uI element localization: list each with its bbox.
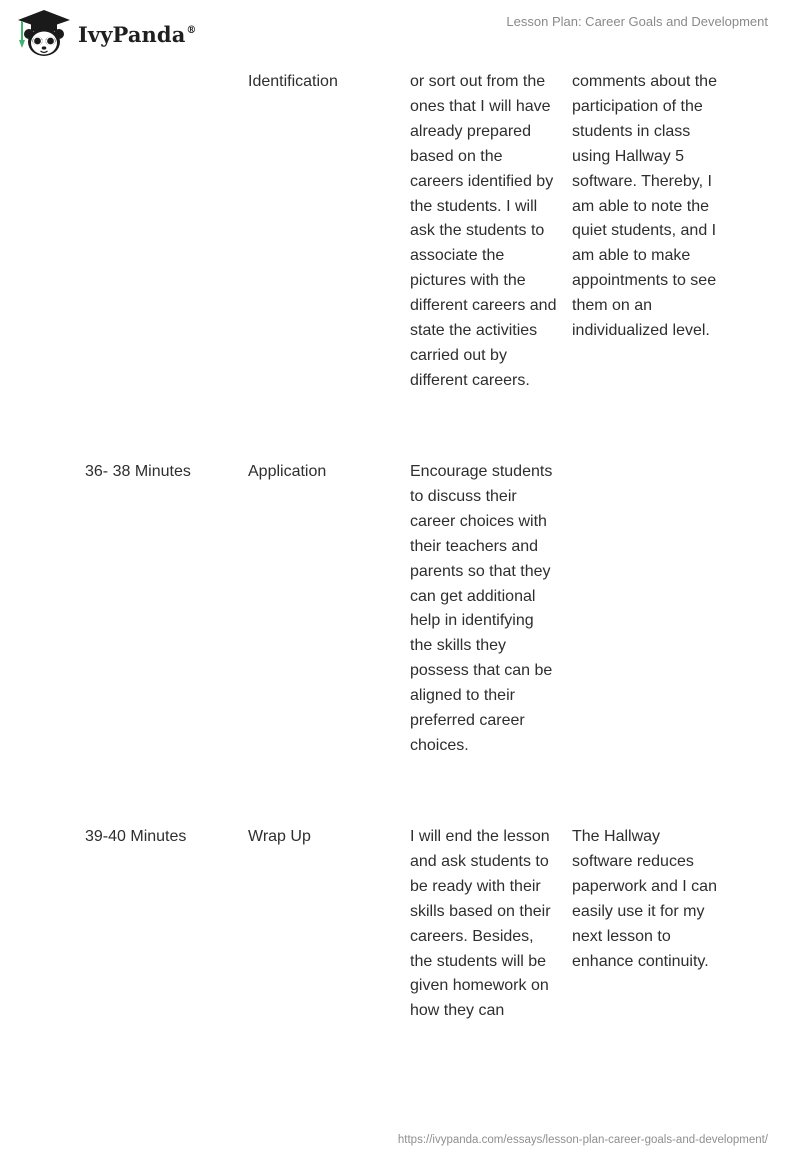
activity-cell: or sort out from the ones that I will have already prepared based on the careers identified by the students. I will ask the students to associate the pictures with the different careers and state the activities carried out by different careers. (410, 73, 557, 389)
time-cell: 39-40 Minutes (85, 828, 187, 845)
assessment-cell: comments about the participation of the students in class using Hallway 5 software. Thereby, I am able to note the quiet students, and I am able to make appointments to see them on an individualized level. (572, 73, 717, 340)
logo-text: IvyPanda® (78, 21, 197, 47)
table-row (0, 825, 800, 1085)
lesson-plan-table (0, 70, 800, 1085)
assessment-cell: The Hallway software reduces paperwork and I can easily use it for my next lesson to enhance continuity. (572, 828, 717, 970)
document-title: Lesson Plan: Career Goals and Development (506, 14, 768, 29)
registered-mark: ® (186, 24, 197, 36)
activity-cell: Encourage students to discuss their career choices with their teachers and parents so that they can get additional help in identifying the skills they possess that can be aligned to their preferred career choices. (410, 463, 553, 754)
activity-cell: I will end the lesson and ask students to be ready with their skills based on their careers. Besides, the students will be given homework on how they can (410, 828, 551, 1020)
time-cell: 36- 38 Minutes (85, 463, 191, 480)
panda-graduate-icon (14, 8, 74, 58)
table-row (0, 460, 800, 825)
page-header (0, 0, 800, 64)
stage-cell: Application (248, 463, 327, 480)
table-row (0, 70, 800, 460)
ivypanda-logo[interactable] (14, 8, 197, 58)
stage-cell: Wrap Up (248, 828, 311, 845)
stage-cell: Identification (248, 73, 338, 90)
source-url-link[interactable]: https://ivypanda.com/essays/lesson-plan-career-goals-and-development/ (397, 1134, 768, 1146)
